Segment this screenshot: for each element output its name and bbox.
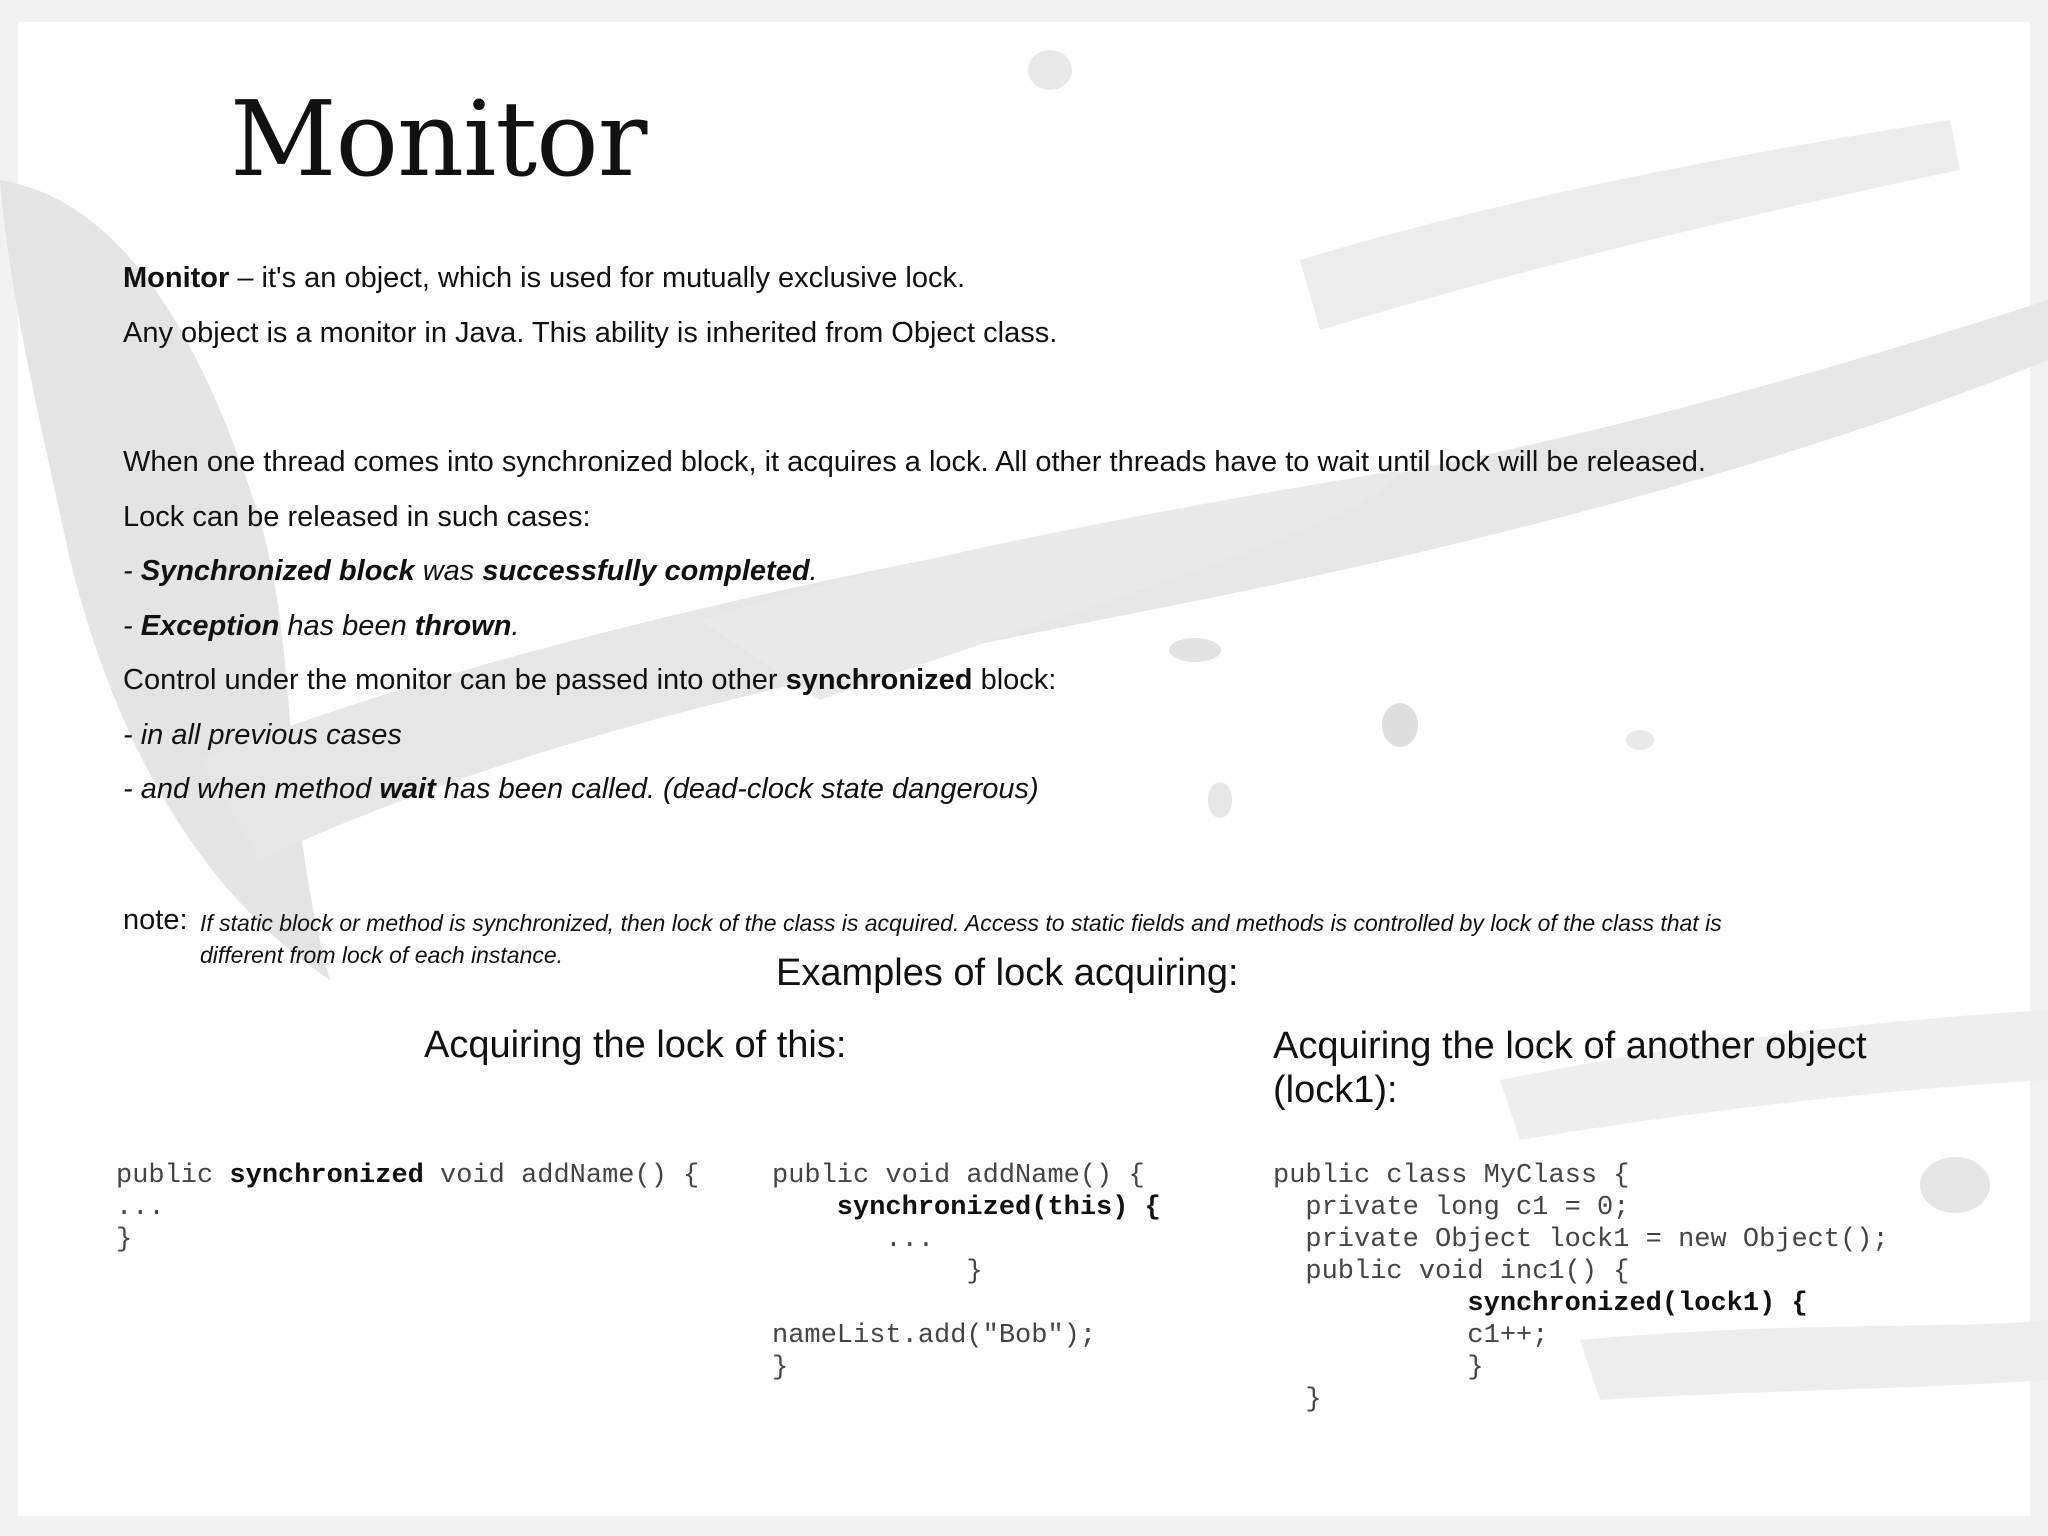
code-line-keyword: synchronized(lock1) {: [1273, 1289, 1808, 1319]
code-line: ...: [116, 1193, 165, 1223]
code-line: }: [1273, 1385, 1322, 1415]
right-example-heading: [1273, 1024, 1867, 1112]
release-case-2: [123, 610, 519, 643]
code-line: }: [116, 1225, 133, 1255]
code-line: private long c1 = 0;: [1273, 1193, 1630, 1223]
examples-heading: Examples of lock acquiring:: [776, 952, 1239, 994]
case2-term: Exception: [140, 610, 280, 642]
control-item-2: [123, 773, 1039, 806]
case2-end: .: [511, 610, 520, 642]
code-token: public: [116, 1161, 230, 1191]
control-a: Control under the monitor can be passed into other: [123, 664, 786, 696]
code-token: void addName() {: [423, 1161, 700, 1191]
monitor-definition: [123, 262, 965, 295]
code-line: public class MyClass {: [1273, 1161, 1630, 1191]
case1-term2: successfully completed: [482, 555, 810, 587]
code-line: [116, 1160, 699, 1192]
code-line: [772, 1288, 1161, 1320]
control-c: block:: [972, 664, 1057, 696]
any-object-line: Any object is a monitor in Java. This ability is inherited from Object class.: [123, 317, 1058, 349]
code-line: nameList.add("Bob");: [772, 1321, 1097, 1351]
case1-term: Synchronized block: [140, 555, 415, 587]
note-label: note:: [123, 904, 188, 936]
right-heading-line-2: (lock1):: [1273, 1069, 1398, 1111]
right-heading-line-1: Acquiring the lock of another object: [1273, 1025, 1867, 1067]
monitor-definition-text: – it's an object, which is used for mutually exclusive lock.: [229, 262, 966, 294]
code-line: }: [772, 1353, 789, 1383]
code-synchronized-method: [116, 1160, 699, 1256]
case2-mid: has been: [279, 610, 415, 642]
monitor-term: Monitor: [123, 262, 230, 294]
dash: -: [123, 555, 141, 587]
code-line: ...: [772, 1225, 935, 1255]
code-line: public void addName() {: [772, 1161, 1145, 1191]
control-item-1: - in all previous cases: [123, 719, 402, 751]
dash: -: [123, 610, 141, 642]
item2-keyword: wait: [379, 773, 436, 805]
code-line: }: [772, 1257, 983, 1287]
code-keyword: synchronized: [229, 1161, 424, 1191]
note-line-2: different from lock of each instance.: [200, 942, 564, 968]
code-line: }: [1273, 1353, 1484, 1383]
release-case-1: [123, 555, 818, 588]
left-example-heading: Acquiring the lock of this:: [424, 1024, 847, 1066]
case1-mid: was: [414, 555, 483, 587]
case1-end: .: [809, 555, 818, 587]
release-cases-line: Lock can be released in such cases:: [123, 501, 591, 533]
thread-lock-line: When one thread comes into synchronized block, it acquires a lock. All other threads have to wait until lock will be released.: [123, 446, 1706, 478]
code-line-keyword: synchronized(this) {: [772, 1193, 1161, 1223]
code-line: c1++;: [1273, 1321, 1549, 1351]
note-line-1: If static block or method is synchronized, then lock of the class is acquired. Access to static fields and methods is controlled by lock of the class that is: [200, 910, 1722, 936]
code-line: public void inc1() {: [1273, 1257, 1630, 1287]
slide-title: Monitor: [230, 78, 647, 200]
code-lock-object-class: [1273, 1160, 1889, 1416]
case2-term2: thrown: [414, 610, 512, 642]
control-line: [123, 664, 1056, 697]
control-keyword: synchronized: [785, 664, 973, 696]
code-line: private Object lock1 = new Object();: [1273, 1225, 1889, 1255]
item2-c: has been called. (dead-clock state dangerous): [435, 773, 1039, 805]
item2-a: - and when method: [123, 773, 380, 805]
code-synchronized-this-block: [772, 1160, 1161, 1384]
